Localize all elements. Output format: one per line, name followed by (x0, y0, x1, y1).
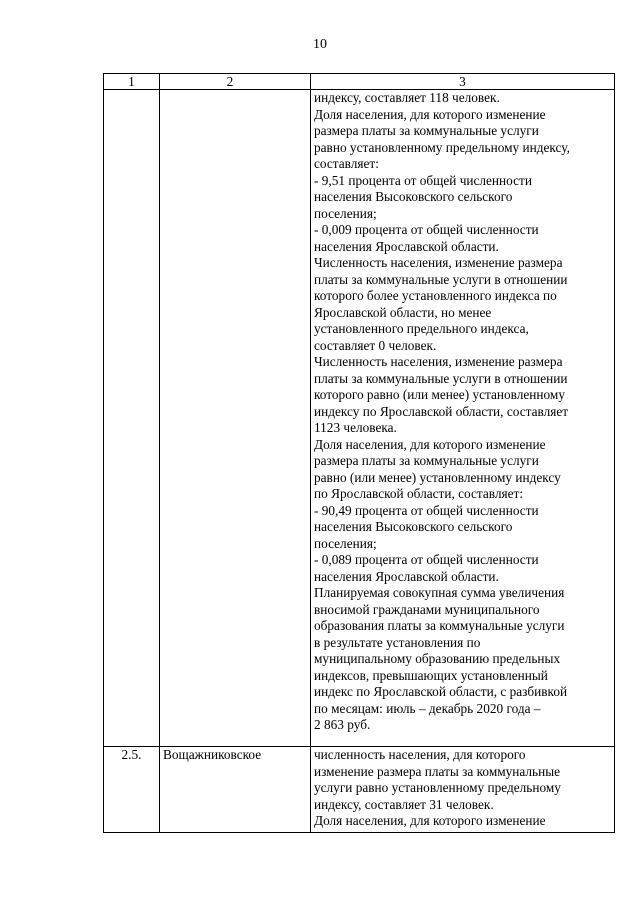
page-number: 10 (313, 37, 327, 52)
text-line: по месяцам: июль – декабрь 2020 года – (314, 700, 541, 716)
text-line: платы за коммунальные услуги в отношении (314, 271, 568, 287)
text-line: численность населения, для которого (314, 747, 526, 762)
text-line: установленного предельного индекса, (314, 321, 529, 336)
text-line: населения Высоковского сельского (314, 189, 513, 204)
text-line: составляет: (314, 156, 379, 171)
text-line: муниципальному образованию предельных (314, 651, 561, 666)
text-line: Численность населения, изменение размера (314, 255, 563, 270)
text-line: размера платы за коммунальные услуги (314, 123, 539, 138)
text-line: индекс по Ярославской области, с разбивкой (314, 684, 568, 699)
text-line: равно установленному предельному индексу, (314, 139, 570, 155)
row-description (311, 90, 615, 747)
text-line: платы за коммунальные услуги в отношении (314, 370, 568, 386)
column-number-1: 1 (104, 74, 160, 90)
text-line: Доля населения, для которого изменение (314, 106, 546, 122)
tariff-table (103, 73, 615, 833)
text-line: - 0,089 процента от общей численности (314, 552, 539, 567)
text-line: Ярославской области, но менее (314, 304, 492, 320)
text-line: образования платы за коммунальные услуги (314, 618, 565, 633)
text-line: которого равно (или менее) установленному (314, 387, 565, 402)
description-lines (314, 90, 611, 734)
text-line: - 0,009 процента от общей численности (314, 222, 539, 237)
text-line: Доля населения, для которого изменение (314, 436, 546, 452)
table-row (104, 90, 615, 747)
text-line: равно (или менее) установленному индексу (314, 469, 561, 485)
text-line: Доля населения, для которого изменение (314, 813, 546, 828)
text-line: услуги равно установленному предельному (314, 780, 561, 795)
table-row (104, 747, 615, 833)
text-line: Численность населения, изменение размера (314, 354, 563, 369)
text-line: индексу, составляет 31 человек. (314, 796, 494, 812)
text-line: 2 863 руб. (314, 717, 371, 732)
text-line: - 9,51 процента от общей численности (314, 172, 532, 188)
text-line: - 90,49 процента от общей численности (314, 502, 539, 518)
text-line: в результате установления по (314, 634, 481, 650)
text-line: Планируемая совокупная сумма увеличения (314, 585, 565, 600)
text-line: поселения; (314, 205, 377, 221)
description-lines (314, 747, 611, 830)
text-line: вносимой гражданами муниципального (314, 601, 540, 617)
row-number: 2.5. (104, 747, 160, 833)
text-line: населения Ярославской области. (314, 568, 499, 584)
settlement-name (160, 90, 311, 747)
text-line: населения Ярославской области. (314, 238, 499, 254)
text-line: индексов, превышающих установленный (314, 667, 548, 683)
settlement-name: Вощажниковское (160, 747, 311, 833)
text-line: поселения; (314, 535, 377, 551)
text-line: размера платы за коммунальные услуги (314, 453, 539, 468)
text-line: индексу, составляет 118 человек. (314, 90, 500, 105)
text-line: по Ярославской области, составляет: (314, 486, 524, 501)
table-header-row (104, 74, 615, 90)
text-line: составляет 0 человек. (314, 337, 437, 353)
text-line: которого более установленного индекса по (314, 288, 557, 303)
row-number (104, 90, 160, 747)
text-line: изменение размера платы за коммунальные (314, 763, 561, 779)
text-line: индексу по Ярославской области, составляет (314, 403, 569, 419)
text-line: 1123 человека. (314, 420, 397, 435)
column-number-2: 2 (160, 74, 311, 90)
text-line: населения Высоковского сельского (314, 519, 513, 534)
column-number-3: 3 (311, 74, 615, 90)
row-description (311, 747, 615, 833)
